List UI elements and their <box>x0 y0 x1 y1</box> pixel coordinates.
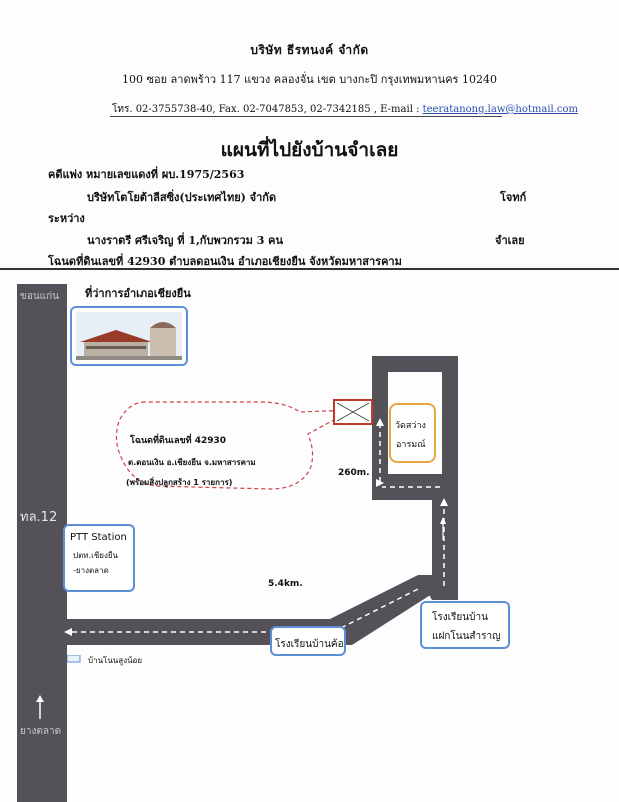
district-office-label: ที่ว่าการอำเภอเชียงยืน <box>85 287 191 300</box>
direction-yang-talat: ยางตลาด <box>20 726 62 737</box>
callout-deed-number: โฉนดที่ดินเลขที่ 42930 <box>130 436 227 446</box>
company-name: บริษัท ธีรทนงค์ จำกัด <box>250 43 369 57</box>
callout-location: ต.ดอนเงิน อ.เชียงยืน จ.มหาสารคาม <box>128 458 256 467</box>
email-link[interactable]: teeratanong.law@hotmail.com <box>422 104 579 115</box>
school-fak-non-line2: แฝกโนนสำราญ <box>432 631 501 642</box>
village-label: บ้านโนนสูงน้อย <box>88 656 143 665</box>
contact-phone-fax: โทร. 02-3755738-40, Fax. 02-7047853, 02-7342185 , E-mail : <box>112 104 423 115</box>
school-ban-kho-label: โรงเรียนบ้านค้อ <box>275 639 344 650</box>
ptt-station-box <box>63 524 135 592</box>
direction-khon-kaen: ขอนแก่น <box>20 291 60 302</box>
company-contact <box>112 102 578 117</box>
plaintiff-role: โจทก์ <box>500 191 527 204</box>
temple-name-line2: อารมณ์ <box>396 440 426 450</box>
temple-name-line1: วัดสว่าง <box>395 421 426 431</box>
temple-box <box>389 403 436 463</box>
school-fak-non-line1: โรงเรียนบ้าน <box>432 612 488 623</box>
village-marker-icon <box>67 655 81 663</box>
defendant-role: จำเลย <box>495 234 525 247</box>
distance-260m: 260m. <box>338 468 370 478</box>
district-office-photo <box>70 306 188 366</box>
ptt-station-route: -ยางตลาด <box>73 566 109 575</box>
contact-underline <box>110 116 502 117</box>
distance-5-4km: 5.4km. <box>268 579 303 589</box>
highway-label: ทล.12 <box>20 510 58 525</box>
callout-buildings: (พร้อมสิ่งปลูกสร้าง 1 รายการ) <box>126 478 233 487</box>
district-office-building-icon <box>76 312 182 360</box>
school-fak-non-box <box>420 601 510 649</box>
deed-line: โฉนดที่ดินเลขที่ 42930 ตำบลดอนเงิน อำเภอเชียงยืน จังหวัดมหาสารคาม <box>48 255 402 268</box>
between-label: ระหว่าง <box>48 212 85 225</box>
defendant-name: นางราตรี ศรีเจริญ ที่ 1,กับพวกรวม 3 คน <box>87 234 284 247</box>
ptt-station-name: ปตท.เชียงยืน <box>73 551 119 560</box>
case-number: คดีแพ่ง หมายเลขแดงที่ ผบ.1975/2563 <box>48 168 245 181</box>
company-address: 100 ซอย ลาดพร้าว 117 แขวง คลองจั่น เขต บางกะปิ กรุงเทพมหานคร 10240 <box>122 73 497 86</box>
ptt-station-title: PTT Station <box>70 532 127 543</box>
school-ban-kho-box <box>270 626 346 656</box>
plaintiff-name: บริษัทโตโยต้าลีสซิ่ง(ประเทศไทย) จำกัด <box>87 191 277 204</box>
document-title: แผนที่ไปยังบ้านจำเลย <box>220 139 399 161</box>
land-plot-marker-icon <box>333 399 373 425</box>
map-area <box>0 268 619 800</box>
